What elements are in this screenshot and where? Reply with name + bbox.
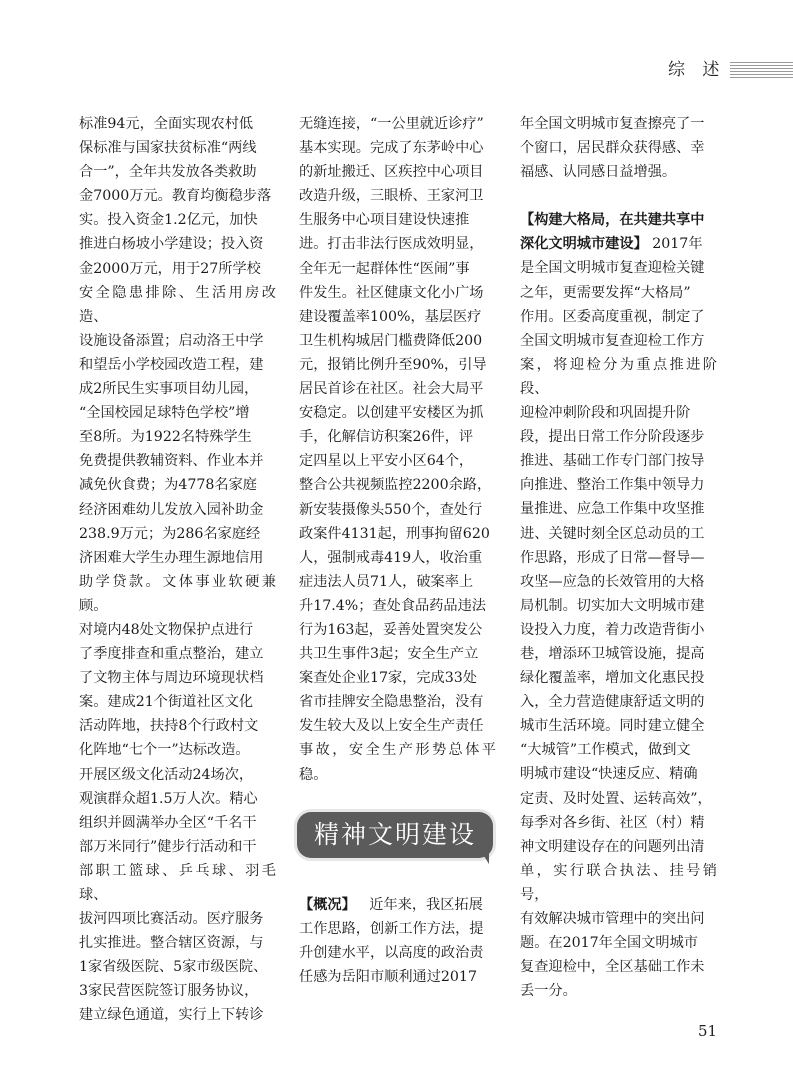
text-line: 丢一分。 (520, 983, 577, 1000)
text-line: 单，实行联合执法、挂号销号， (520, 862, 717, 903)
text-line: 免费提供教辅资料、作业本并 (79, 453, 264, 470)
text-line: 金2000万元，用于27所学校 (79, 260, 261, 277)
text-line: 观演群众超1.5万人次。精心 (79, 790, 258, 807)
page-header (0, 56, 793, 86)
text-line: 拔河四项比赛活动。医疗服务 (79, 911, 264, 928)
text-line: 神文明建设存在的问题列出清 (520, 838, 705, 855)
subsection-heading-line-1: 【构建大格局，在共建共享中 (520, 212, 705, 229)
text-line: 定责、及时处置、运转高效”， (520, 790, 712, 807)
text-line: 设施设备添置；启动洛王中学 (79, 332, 264, 349)
text-line: 进、关键时刻全区总动员的工 (520, 525, 705, 542)
text-line: 元，报销比例升至90%，引导 (299, 356, 487, 373)
overview-line-0: 近年来，我区拓展 (369, 897, 483, 913)
text-line: 有效解决城市管理中的突出问 (520, 911, 705, 927)
text-line: 段，提出日常工作分阶段逐步 (520, 429, 705, 446)
text-line: 进。打击非法行医成效明显， (299, 236, 484, 253)
paragraph-gap (520, 184, 717, 208)
subsection-heading-line-2 (520, 232, 717, 256)
text-line: 设投入力度，着力改造背街小 (520, 621, 705, 638)
section-banner-title: 精神文明建设 (313, 820, 476, 849)
text-line: 生服务中心项目建设快速推 (299, 212, 470, 229)
text-line: 1家省级医院、5家市级医院、 (79, 959, 268, 976)
text-line: 整合公共视频监控2200余路， (299, 477, 492, 494)
overview-line (299, 893, 496, 917)
text-line: 迎检冲刺阶段和巩固提升阶 (520, 405, 691, 422)
overview-line-3: 任感为岳阳市顺利通过2017 (299, 969, 477, 986)
text-line: 安稳定。以创建平安楼区为抓 (299, 405, 484, 422)
text-line: 了文物主体与周边环境现状档 (79, 670, 264, 687)
text-line: 化阵地“七个一”达标改造。 (79, 742, 250, 759)
intro-line-1: 个窗口，居民群众获得感、幸 (520, 140, 705, 157)
column-3-body (520, 256, 717, 1003)
text-line: 症违法人员71人，破案率上 (299, 573, 474, 590)
text-line: 事故，安全生产形势总体平稳。 (299, 742, 496, 783)
section-title: 综 述 (668, 60, 726, 80)
text-line: 对境内48处文物保护点进行 (79, 621, 254, 638)
text-line: 了季度排查和重点整治，建立 (79, 646, 264, 663)
text-line: 题。在2017年全国文明城市 (520, 935, 698, 952)
text-line: 推进白杨坡小学建设；投入资 (79, 236, 264, 253)
column-3 (520, 112, 717, 1003)
text-line: 建设覆盖率100%，基层医疗 (299, 308, 482, 325)
column-2-overview (299, 893, 496, 989)
text-line: 成2所民生实事项目幼儿园， (79, 381, 259, 398)
text-line: 手，化解信访积案26件，评 (299, 429, 474, 446)
text-line: 作思路，形成了日常—督导— (520, 549, 705, 566)
page-number: 51 (698, 1022, 718, 1040)
text-line: 明城市建设“快速反应、精确 (520, 766, 698, 783)
text-line: 合一”，全年共发放各类救助 (79, 164, 257, 181)
text-line: “大城管”工作模式，做到文 (520, 742, 691, 759)
subsection-year: 2017年 (652, 236, 703, 253)
text-line: 扎实推进。整合辖区资源，与 (79, 935, 264, 952)
text-line: 巷，增添环卫城管设施，提高 (520, 645, 705, 662)
text-line: 建立绿色通道，实行上下转诊 (79, 1007, 264, 1024)
text-line: 行为163起，妥善处置突发公 (299, 621, 483, 638)
section-banner (297, 812, 493, 864)
subsection-heading-tail: 深化文明城市建设】 (520, 236, 648, 253)
text-line: 推进、基础工作专门部门按导 (520, 453, 705, 470)
text-line: 金7000万元。教育均衡稳步落 (79, 188, 272, 205)
text-line: 标准94元，全面实现农村低 (79, 116, 254, 132)
text-line: 部万米同行”健步行活动和干 (79, 838, 257, 855)
text-line: 经济困难幼儿发放入园补助金 (79, 501, 264, 518)
column-2 (299, 112, 496, 787)
text-line: 保标准与国家扶贫标准“两线 (79, 140, 257, 157)
header-decoration-lines (730, 62, 793, 78)
text-line: 助学贷款。文体事业软硬兼顾。 (79, 573, 276, 614)
overview-line-2: 升创建水平，以高度的政治责 (299, 945, 484, 962)
overview-heading: 【概况】 (299, 897, 356, 913)
text-line: 居民首诊在社区。社会大局平 (299, 381, 484, 398)
text-line: 3家民营医院签订服务协议， (79, 983, 259, 1000)
text-line: 发生较大及以上安全生产责任 (299, 718, 484, 735)
column-1 (79, 112, 276, 1028)
text-line: 卫生机构城居门槛费降低200 (299, 332, 483, 349)
text-line: 攻坚—应急的长效管用的大格 (520, 573, 705, 590)
text-line: 减免伙食费；为4778名家庭 (79, 477, 257, 494)
text-line: 定四星以上平安小区64个， (299, 453, 474, 470)
text-line: 安全隐患排除、生活用房改造、 (79, 284, 276, 325)
text-line: 件发生。社区健康文化小广场 (299, 284, 484, 301)
overview-line-1: 工作思路，创新工作方法，提 (299, 921, 484, 938)
text-line: 组织并圆满举办全区“千名干 (79, 814, 257, 831)
text-line: 案。建成21个街道社区文化 (79, 694, 254, 711)
text-line: 量推进、应急工作集中攻坚推 (520, 501, 705, 518)
text-line: 实。投入资金1.2亿元，加快 (79, 212, 258, 229)
text-line: 每季对各乡街、社区（村）精 (520, 814, 705, 831)
text-line: 向推进、整治工作集中领导力 (520, 477, 705, 494)
text-line: 作用。区委高度重视，制定了 (520, 308, 705, 325)
text-line: 改造升级，三眼桥、王家河卫 (299, 188, 484, 205)
text-line: 基本实现。完成了东茅岭中心 (299, 140, 484, 157)
text-line: 无缝连接，“一公里就近诊疗” (299, 116, 484, 132)
text-line: 案查处企业17家，完成33处 (299, 670, 477, 687)
text-line: 城市生活环境。同时建立健全 (520, 718, 705, 735)
text-line: 共卫生事件3起；安全生产立 (299, 646, 479, 663)
text-line: 入，全力营造健康舒适文明的 (520, 694, 705, 711)
text-line: 是全国文明城市复查迎检关键 (520, 260, 705, 277)
text-line: 人，强制戒毒419人，收治重 (299, 549, 483, 566)
text-line: 开展区级文化活动24场次， (79, 766, 254, 783)
text-line: 省市挂牌安全隐患整治，没有 (299, 694, 484, 711)
text-line: 局机制。切实加大文明城市建 (520, 597, 705, 614)
text-line: 升17.4%；查处食品药品违法 (299, 597, 486, 614)
text-line: 复查迎检中，全区基础工作未 (520, 959, 705, 976)
text-line: 政案件4131起，刑事拘留620 (299, 525, 490, 542)
text-line: 238.9万元；为286名家庭经 (79, 525, 261, 542)
text-line: 的新址搬迁、区疾控中心项目 (299, 164, 484, 181)
text-line: 案，将迎检分为重点推进阶段、 (520, 356, 717, 397)
text-line: 和望岳小学校园改造工程，建 (79, 356, 264, 373)
text-line: “全国校园足球特色学校”增 (79, 405, 250, 422)
text-line: 之年，更需要发挥“大格局” (520, 284, 691, 301)
intro-line-0: 年全国文明城市复查擦亮了一 (520, 116, 705, 132)
text-line: 活动阵地，扶持8个行政村文 (79, 718, 259, 735)
intro-line-2: 福感、认同感日益增强。 (520, 164, 677, 181)
text-line: 新安装摄像头550个，查处行 (299, 501, 483, 518)
text-line: 济困难大学生办理生源地信用 (79, 549, 264, 566)
text-line: 全国文明城市复查迎检工作方 (520, 332, 705, 349)
text-line: 全年无一起群体性“医闹”事 (299, 260, 470, 277)
text-line: 至8所。为1922名特殊学生 (79, 429, 252, 446)
text-line: 部职工篮球、乒乓球、羽毛球、 (79, 862, 276, 903)
text-line: 绿化覆盖率，增加文化惠民投 (520, 670, 705, 687)
